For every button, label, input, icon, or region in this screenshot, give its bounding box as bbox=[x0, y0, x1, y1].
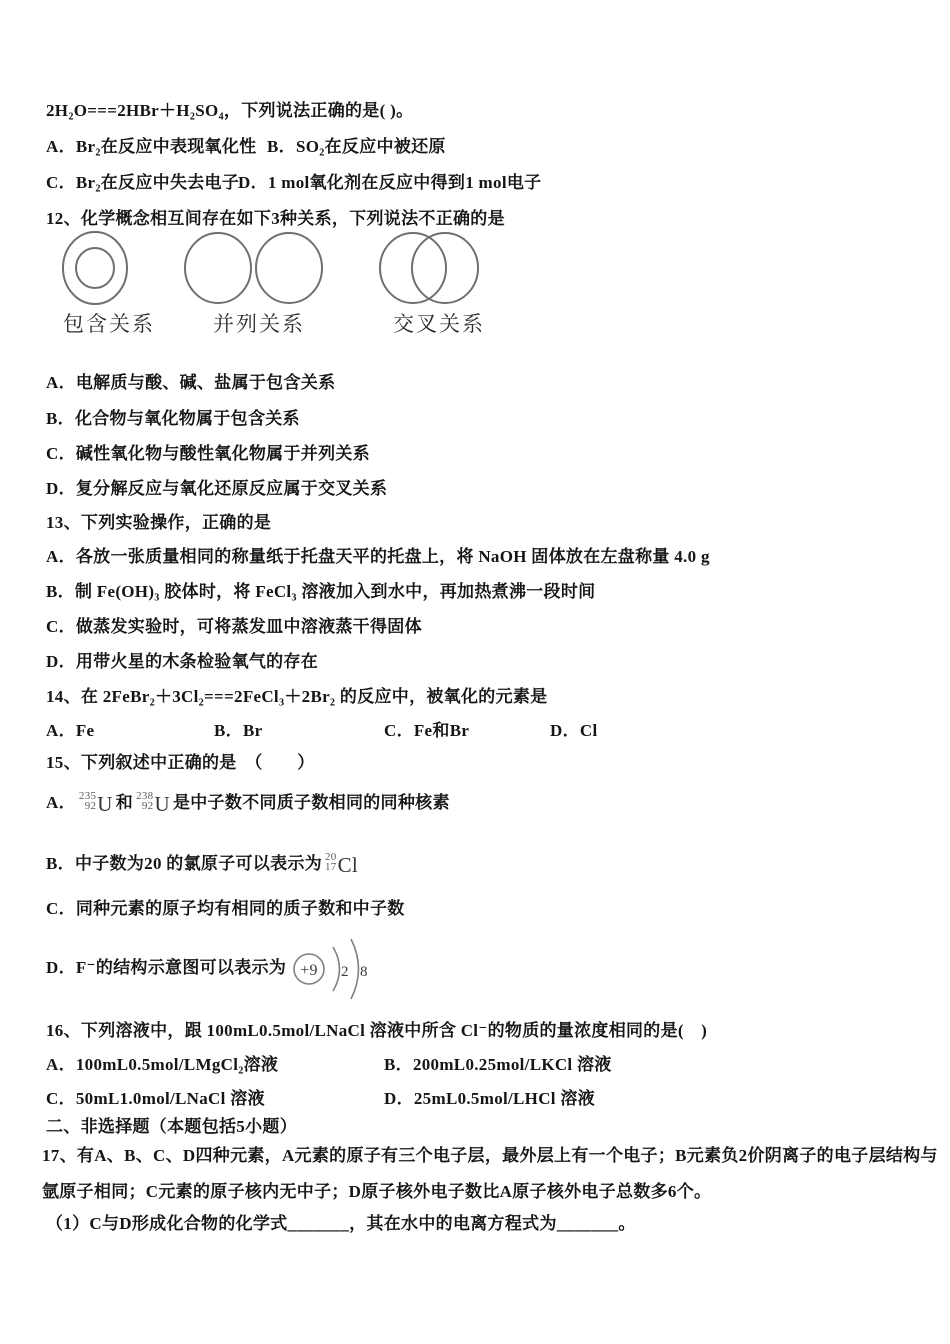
mass-number: 235 bbox=[78, 790, 97, 802]
q11-options-row-2 bbox=[46, 172, 542, 194]
q16-stem: 16、下列溶液中，跟 100mL0.5mol/LNaCl 溶液中所含 Cl⁻的物质的量浓度相同的是( ) bbox=[46, 1021, 708, 1040]
q15-stem: 15、下列叙述中正确的是 （ ） bbox=[46, 753, 315, 772]
q13-option-c: C．做蒸发实验时，可将蒸发皿中溶液蒸干得固体 bbox=[46, 617, 422, 636]
q14-options-row bbox=[46, 720, 598, 742]
q15-option-d bbox=[46, 932, 372, 1004]
atomic-number: 92 bbox=[141, 800, 154, 812]
q11-option-b: B．SO₂在反应中被还原 bbox=[267, 137, 446, 156]
label-parallel-relation: 并列关系 bbox=[213, 312, 305, 336]
q11-option-a: A．Br₂在反应中表现氧化性 bbox=[46, 137, 257, 156]
q15-option-a-text: 是中子数不同质子数相同的同种核素 bbox=[172, 793, 450, 812]
element-symbol: U bbox=[97, 792, 113, 816]
uranium-238-nuclide bbox=[136, 790, 170, 818]
atomic-number: 92 bbox=[84, 800, 97, 812]
q16-option-d: D．25mL0.5mol/LHCl 溶液 bbox=[384, 1089, 595, 1108]
fluoride-ion-structure-diagram bbox=[288, 932, 372, 1004]
q15-option-b bbox=[46, 853, 361, 881]
shell1-electrons: 2 bbox=[341, 964, 349, 980]
q11-option-c: C．Br₂在反应中失去电子 bbox=[46, 173, 240, 192]
q12-option-a: A．电解质与酸、碱、盐属于包含关系 bbox=[46, 373, 336, 392]
q15-option-c: C．同种元素的原子均有相同的质子数和中子数 bbox=[46, 899, 405, 918]
electron-shell-arc bbox=[351, 939, 359, 999]
q12-option-b: B．化合物与氧化物属于包含关系 bbox=[46, 409, 300, 428]
q16-option-c: C．50mL1.0mol/LNaCl 溶液 bbox=[46, 1089, 265, 1108]
q12-relationship-diagram bbox=[46, 230, 516, 310]
q14-option-b: B．Br bbox=[214, 721, 263, 740]
mass-number: 20 bbox=[325, 851, 337, 863]
q13-option-d: D．用带火星的木条检验氧气的存在 bbox=[46, 652, 319, 671]
q12-option-c: C．碱性氧化物与酸性氧化物属于并列关系 bbox=[46, 444, 370, 463]
uranium-235-nuclide bbox=[78, 790, 113, 818]
atomic-number: 17 bbox=[325, 861, 337, 873]
q16-options-row-2 bbox=[46, 1088, 595, 1110]
q14-stem: 14、在 2FeBr₂＋3Cl₂===2FeCl₃＋2Br₂ 的反应中，被氧化的元素是 bbox=[46, 687, 548, 706]
cross-relationship-diagram bbox=[380, 233, 478, 303]
q17-stem-line2: 氩原子相同；C元素的原子核内无中子；D原子核外电子数比A原子核外电子总数多6个。 bbox=[42, 1182, 712, 1201]
q13-option-b: B．制 Fe(OH)₃ 胶体时，将 FeCl₃ 溶液加入到水中，再加热煮沸一段时间 bbox=[46, 582, 596, 601]
q15-option-a bbox=[46, 792, 450, 820]
q11-option-d: D．1 mol氧化剂在反应中得到1 mol电子 bbox=[238, 173, 542, 192]
chlorine-37-nuclide bbox=[325, 851, 359, 879]
q15-option-d-text: D．F⁻的结构示意图可以表示为 bbox=[46, 958, 287, 977]
q11-stem: 2H₂O===2HBr＋H₂SO₄，下列说法正确的是( )。 bbox=[46, 101, 414, 120]
q17-subquestion-1: （1）C与D形成化合物的化学式_______，其在水中的电离方程式为_______。 bbox=[46, 1214, 636, 1233]
element-symbol: Cl bbox=[337, 853, 359, 877]
q14-option-c: C．Fe和Br bbox=[384, 721, 470, 740]
q11-options-row-1 bbox=[46, 136, 446, 158]
q17-stem-line1: 17、有A、B、C、D四种元素，A元素的原子有三个电子层，最外层上有一个电子；B元素负2价阴离子的电子层结构与 bbox=[42, 1146, 938, 1165]
label-cross-relation: 交叉关系 bbox=[393, 312, 485, 336]
q15-option-a-letter: A． bbox=[46, 793, 76, 812]
q16-option-b: B．200mL0.25mol/LKCl 溶液 bbox=[384, 1055, 612, 1074]
q15-option-b-text: B．中子数为20 的氯原子可以表示为 bbox=[46, 854, 322, 873]
q12-stem: 12、化学概念相互间存在如下3种关系，下列说法不正确的是 bbox=[46, 209, 505, 228]
q14-option-a: A．Fe bbox=[46, 721, 95, 740]
q13-option-a: A．各放一张质量相同的称量纸于托盘天平的托盘上，将 NaOH 固体放在左盘称量 4.0 g bbox=[46, 547, 710, 566]
section2-heading: 二、非选择题（本题包括5小题） bbox=[46, 1117, 297, 1136]
q12-option-d: D．复分解反应与氧化还原反应属于交叉关系 bbox=[46, 479, 388, 498]
label-contain-relation: 包含关系 bbox=[63, 312, 155, 336]
q14-option-d: D．Cl bbox=[550, 721, 598, 740]
q16-option-a: A．100mL0.5mol/LMgCl₂溶液 bbox=[46, 1055, 279, 1074]
electron-shell-arc bbox=[333, 947, 340, 991]
q16-options-row-1 bbox=[46, 1054, 612, 1076]
element-symbol: U bbox=[154, 792, 170, 816]
nucleus-charge: +9 bbox=[300, 962, 318, 979]
q15-option-a-middle-text: 和 bbox=[115, 793, 134, 812]
shell2-electrons: 8 bbox=[360, 964, 368, 980]
parallel-relationship-diagram bbox=[185, 233, 322, 303]
contain-relationship-diagram bbox=[63, 232, 127, 304]
q13-stem: 13、下列实验操作，正确的是 bbox=[46, 513, 272, 532]
mass-number: 238 bbox=[136, 790, 154, 802]
